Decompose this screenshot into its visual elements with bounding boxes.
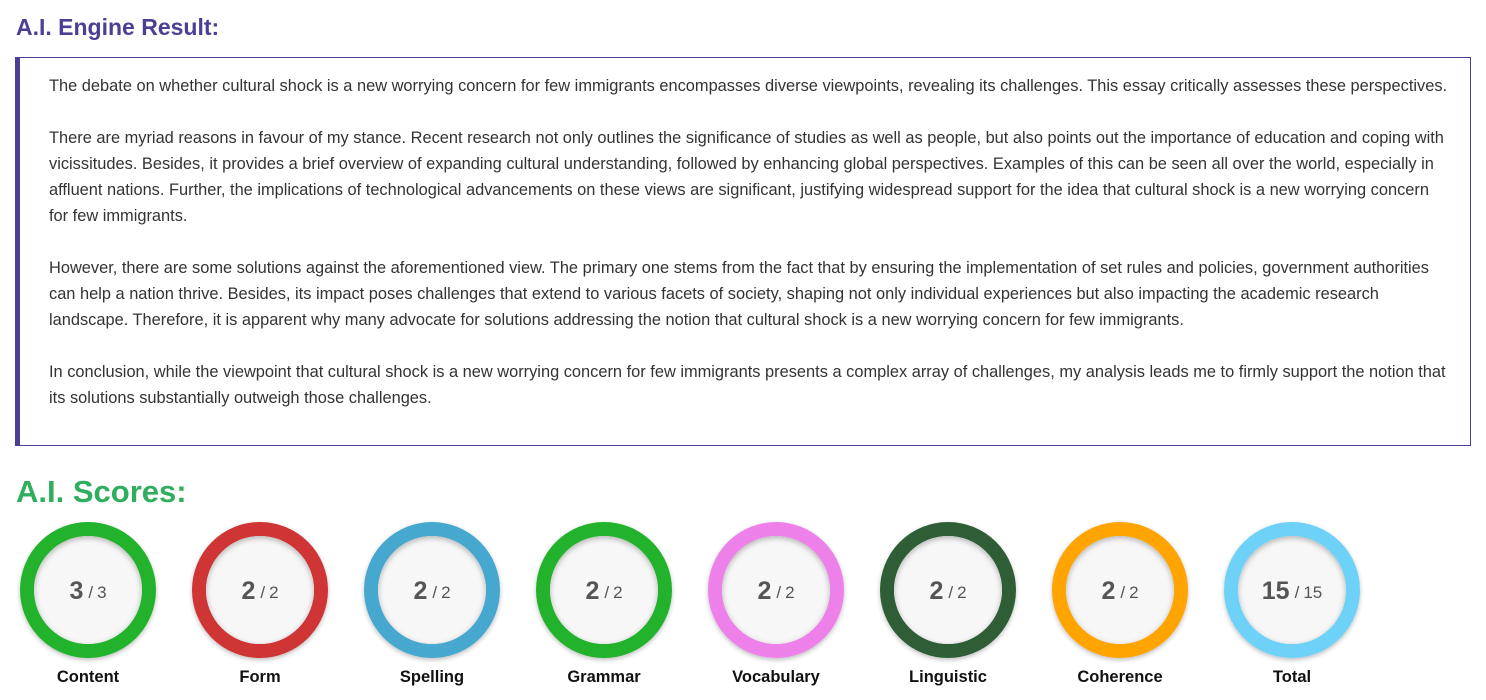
- score-max: 3: [97, 583, 107, 602]
- score-readout: [722, 536, 830, 644]
- score-label: Form: [239, 668, 281, 686]
- score-value: 2: [585, 576, 600, 605]
- score-coherence: [1052, 522, 1188, 686]
- score-max: 2: [269, 583, 279, 602]
- essay-paragraph-body-2: However, there are some solutions against the aforementioned view. The primary one stems from the fact that by ensuring the implementation of set rules and policies, government authorities can help a nation thrive. Besides, its impact poses challenges that extend to various facets of society, shaping not only individual experiences but also impacting the academic research landscape. Therefore, it is apparent why many advocate for solutions addressing the notion that cultural shock is a new worrying concern for few immigrants.: [49, 259, 1429, 329]
- score-max: 2: [785, 583, 795, 602]
- essay-paragraph-conclusion: In conclusion, while the viewpoint that cultural shock is a new worrying concern for few immigrants presents a complex array of challenges, my analysis leads me to firmly support the notion that its solutions substantially outweigh those challenges.: [49, 363, 1446, 407]
- score-value: 2: [413, 576, 428, 605]
- score-ring: [1052, 522, 1188, 658]
- score-total: [1224, 522, 1360, 686]
- score-readout: [378, 536, 486, 644]
- score-value: 2: [1101, 576, 1116, 605]
- score-label: Linguistic: [909, 668, 987, 686]
- score-label: Coherence: [1077, 668, 1163, 686]
- score-max: 2: [613, 583, 623, 602]
- score-ring: [1224, 522, 1360, 658]
- score-value: 2: [929, 576, 944, 605]
- score-value: 2: [241, 576, 256, 605]
- score-max: 2: [441, 583, 451, 602]
- score-value: 15: [1261, 576, 1290, 605]
- essay-paragraph-body-1: There are myriad reasons in favour of my stance. Recent research not only outlines the significance of studies as well as people, but also points out the importance of education and coping with vicissitudes. Besides, it provides a brief overview of expanding cultural understanding, followed by enhancing global perspectives. Examples of this can be seen all over the world, especially in affluent nations. Further, the implications of technological advancements on these views are significant, justifying widespread support for the idea that cultural shock is a new worrying concern for few immigrants.: [49, 129, 1444, 225]
- score-max: 15: [1303, 583, 1323, 602]
- score-label: Vocabulary: [732, 668, 820, 686]
- score-linguistic: [880, 522, 1016, 686]
- score-content: [20, 522, 156, 686]
- score-readout: [894, 536, 1002, 644]
- result-title: A.I. Engine Result:: [16, 14, 220, 40]
- score-separator: /: [1294, 583, 1300, 602]
- score-separator: /: [88, 583, 94, 602]
- score-ring: [20, 522, 156, 658]
- score-label: Total: [1272, 668, 1312, 686]
- score-label: Content: [56, 668, 120, 686]
- score-readout: [1238, 536, 1346, 644]
- score-max: 2: [1129, 583, 1139, 602]
- score-separator: /: [1120, 583, 1126, 602]
- score-ring: [708, 522, 844, 658]
- score-readout: [550, 536, 658, 644]
- score-label: Spelling: [399, 668, 465, 686]
- score-value: 3: [69, 576, 84, 605]
- score-readout: [1066, 536, 1174, 644]
- score-separator: /: [260, 583, 266, 602]
- score-label: Grammar: [567, 668, 641, 686]
- score-grammar: [536, 522, 672, 686]
- score-separator: /: [776, 583, 782, 602]
- score-value: 2: [757, 576, 772, 605]
- score-readout: [206, 536, 314, 644]
- score-ring: [192, 522, 328, 658]
- score-form: [192, 522, 328, 686]
- score-list: [0, 522, 1486, 700]
- score-vocabulary: [708, 522, 844, 686]
- essay-text-box: [15, 57, 1471, 446]
- score-ring: [880, 522, 1016, 658]
- score-separator: /: [948, 583, 954, 602]
- score-separator: /: [432, 583, 438, 602]
- essay-paragraph-intro: The debate on whether cultural shock is a new worrying concern for few immigrants encompasses diverse viewpoints, revealing its challenges. This essay critically assesses these perspectives.: [49, 77, 1448, 95]
- score-separator: /: [604, 583, 610, 602]
- score-max: 2: [957, 583, 967, 602]
- score-ring: [364, 522, 500, 658]
- scores-title: A.I. Scores:: [16, 474, 187, 509]
- score-ring: [536, 522, 672, 658]
- score-spelling: [364, 522, 500, 686]
- score-readout: [34, 536, 142, 644]
